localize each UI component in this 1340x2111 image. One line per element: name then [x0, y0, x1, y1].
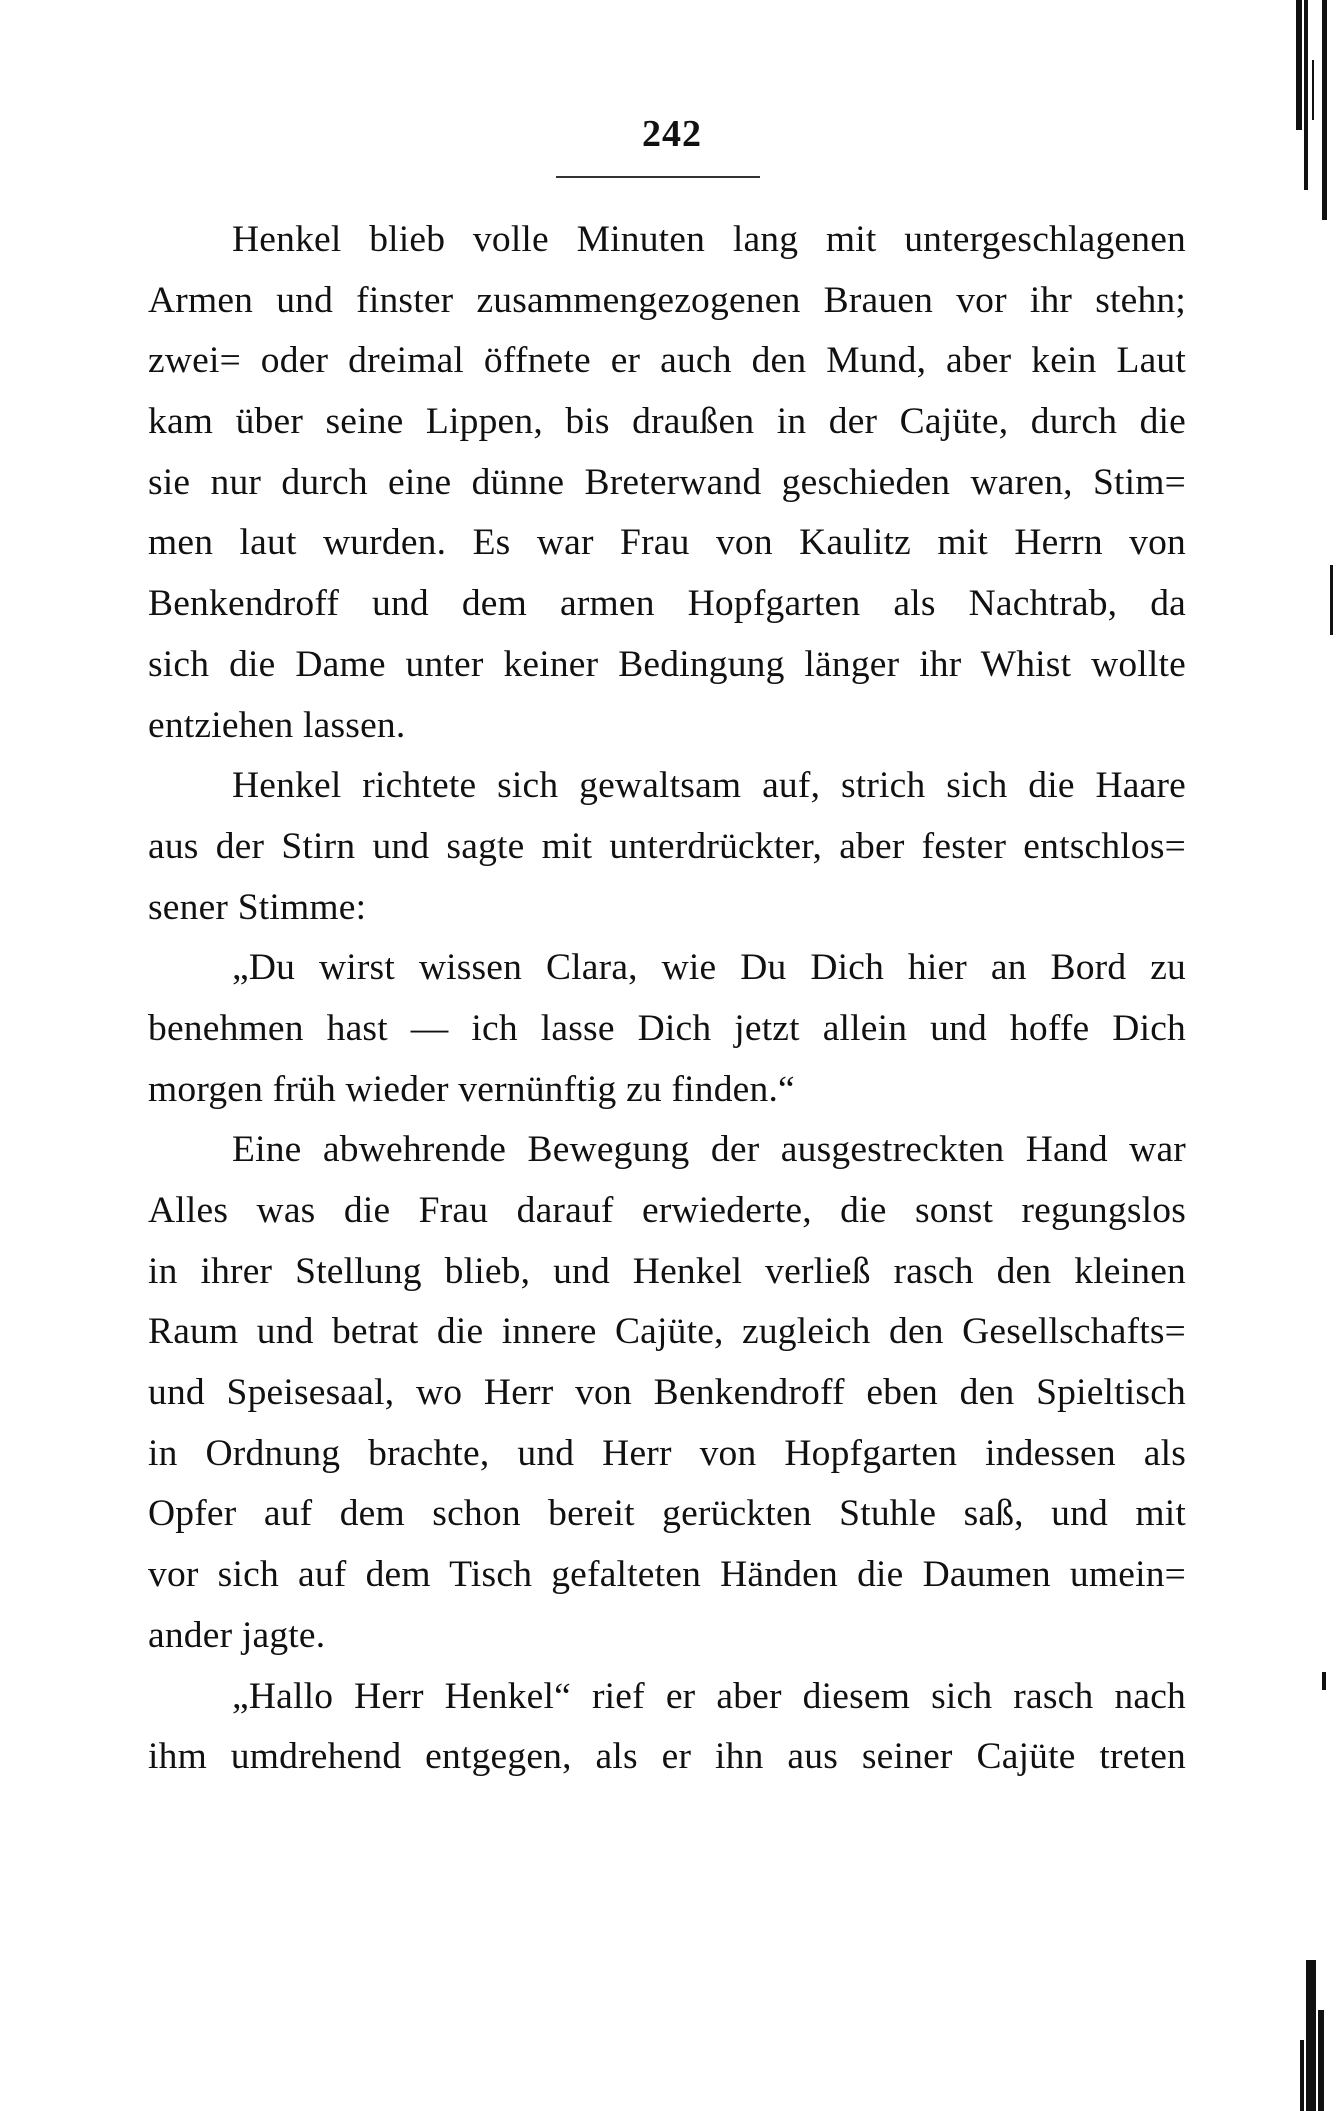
scan-edge-mark: [1322, 0, 1327, 220]
text-line: Alles was die Frau darauf erwiederte, die sonst regungslos: [148, 1190, 1186, 1231]
text-line: Opfer auf dem schon bereit gerückten Stuhle saß, und mit: [148, 1493, 1186, 1535]
text-line: zwei= oder dreimal öffnete er auch den Mund, aber kein Laut: [148, 340, 1186, 382]
scan-edge-mark: [1304, 0, 1308, 190]
paragraph: [148, 756, 1186, 938]
paragraph: [148, 1120, 1186, 1666]
text-line: benehmen hast — ich lasse Dich jetzt allein und hoffe Dich: [148, 1007, 1186, 1049]
text-line: kam über seine Lippen, bis draußen in der Cajüte, durch die: [148, 401, 1186, 443]
text-line: men laut wurden. Es war Frau von Kaulitz mit Herrn von: [148, 522, 1186, 564]
text-line: morgen früh wieder vernünftig zu finden.“: [148, 1068, 795, 1110]
paragraph: [148, 210, 1186, 756]
header-rule: [556, 176, 760, 178]
scan-edge-mark: [1306, 1960, 1316, 2111]
paragraph: [148, 1667, 1186, 1788]
text-line: in ihrer Stellung blieb, und Henkel verließ rasch den kleinen: [148, 1250, 1186, 1292]
text-line: Henkel richtete sich gewaltsam auf, strich sich die Haare: [232, 765, 1186, 807]
text-line: ihm umdrehend entgegen, als er ihn aus seiner Cajüte treten: [148, 1736, 1186, 1778]
text-line: Armen und finster zusammengezogenen Brauen vor ihr stehn;: [148, 279, 1186, 321]
text-line: sich die Dame unter keiner Bedingung länger ihr Whist wollte: [148, 643, 1186, 685]
text-line: vor sich auf dem Tisch gefalteten Händen die Daumen umein=: [148, 1554, 1186, 1596]
scan-edge-mark: [1318, 2010, 1324, 2111]
paragraph: [148, 938, 1186, 1120]
text-line: „Hallo Herr Henkel“ rief er aber diesem sich rasch nach: [232, 1675, 1186, 1717]
text-line: in Ordnung brachte, und Herr von Hopfgarten indessen als: [148, 1432, 1186, 1474]
text-line: Benkendroff und dem armen Hopfgarten als Nachtrab, da: [148, 583, 1186, 625]
text-line: sie nur durch eine dünne Breterwand geschieden waren, Stim=: [148, 461, 1186, 503]
body-text: [148, 210, 1186, 1788]
text-line: Raum und betrat die innere Cajüte, zugleich den Gesellschafts=: [148, 1311, 1186, 1353]
text-line: aus der Stirn und sagte mit unterdrückter, aber fester entschlos=: [148, 825, 1186, 867]
text-line: entziehen lassen.: [148, 704, 406, 746]
scan-edge-mark: [1296, 0, 1302, 130]
page-number: 242: [642, 113, 702, 155]
scan-edge-mark: [1322, 1672, 1326, 1690]
text-line: und Speisesaal, wo Herr von Benkendroff eben den Spieltisch: [148, 1372, 1186, 1414]
text-line: Eine abwehrende Bewegung der ausgestreckten Hand war: [232, 1129, 1186, 1171]
scan-edge-mark: [1300, 2040, 1304, 2111]
scan-edge-mark: [1330, 565, 1333, 635]
text-line: Henkel blieb volle Minuten lang mit untergeschlagenen: [232, 219, 1186, 260]
text-line: „Du wirst wissen Clara, wie Du Dich hier an Bord zu: [232, 947, 1186, 989]
text-line: ander jagte.: [148, 1614, 326, 1656]
scan-edge-mark: [1312, 60, 1314, 120]
text-line: sener Stimme:: [148, 886, 367, 928]
